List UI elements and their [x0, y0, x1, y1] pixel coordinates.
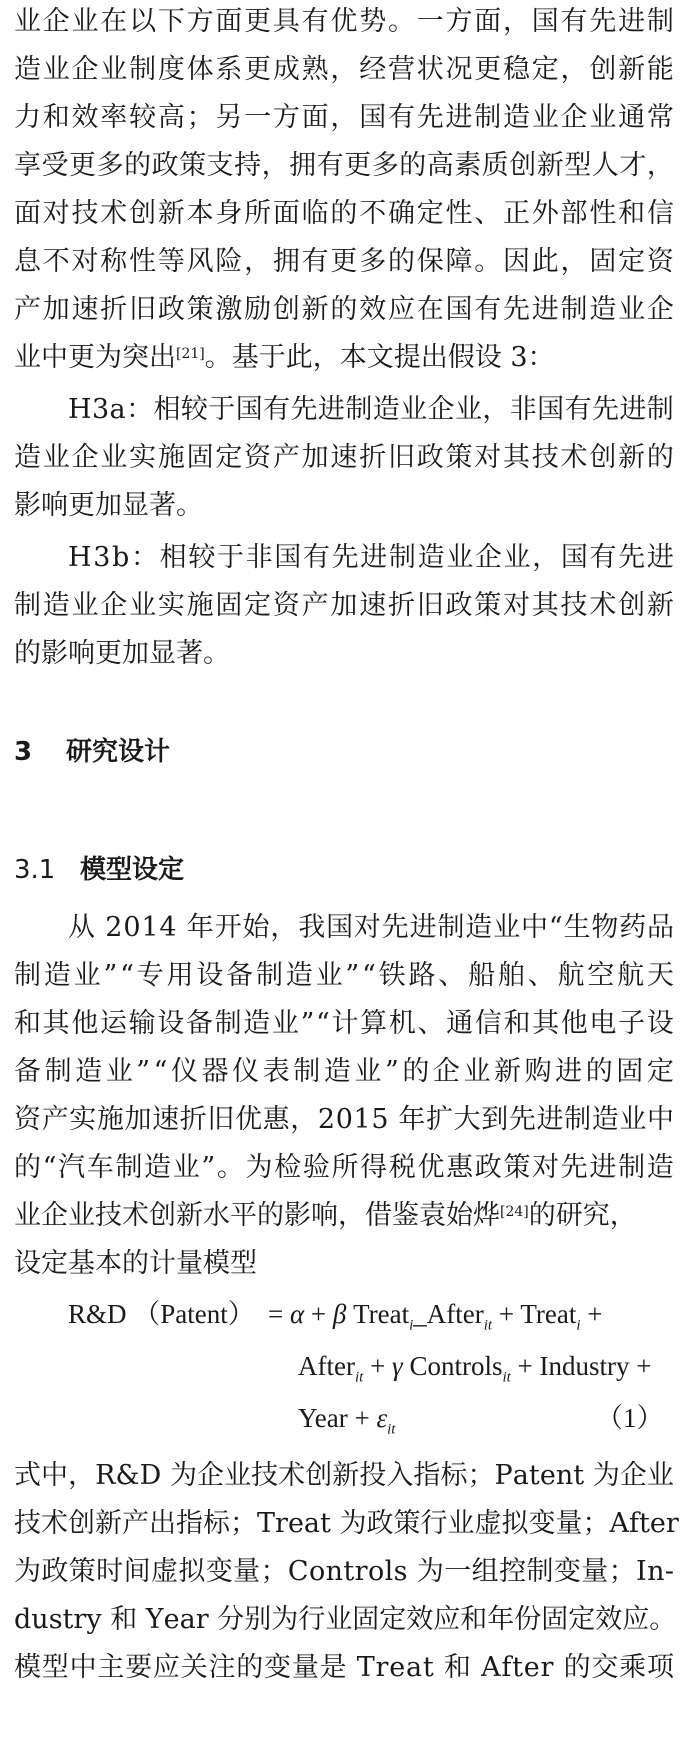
- section-heading: [14, 734, 170, 770]
- text-fragment: 业企业技术创新水平的影响，借鉴袁始烨: [14, 1200, 500, 1231]
- text-fragment: 。基于此，本文提出假设 3：: [204, 342, 555, 373]
- citation-ref: [21]: [176, 346, 205, 362]
- text-line: 的影响更加显著。: [14, 638, 230, 669]
- text-line: 面 对 技 术 创 新 本 身 所 面 临 的 不 确 定 性 、 正 外 部 性 和 信: [14, 198, 674, 229]
- text-line: [14, 1198, 674, 1234]
- section-number: 3: [14, 737, 33, 767]
- epsilon-symbol: ε: [376, 1403, 388, 1433]
- text-line: 和 其 他 运 输 设 备 制 造 业 ” “ 计 算 机 、 通 信 和 其 他 电 子 设: [14, 1008, 674, 1039]
- text-line: 力 和 效 率 较 高 ； 另 一 方 面 ， 国 有 先 进 制 造 业 企 业 通 常: [14, 102, 674, 133]
- text-line: 技 术 创 新 产 出 指 标 ； T r e a t 为 政 策 行 业 虚 拟 变 量 ； A f t e r: [14, 1508, 679, 1539]
- text-line: 造 业 企 业 实 施 固 定 资 产 加 速 折 旧 政 策 对 其 技 术 创 新 的: [14, 442, 674, 473]
- hypothesis-h3a-line: H 3 a ： 相 较 于 国 有 先 进 制 造 业 企 业 ， 非 国 有 先 进 制: [68, 394, 674, 425]
- text-line: 为 政 策 时 间 虚 拟 变 量 ； C o n t r o l s 为 一 组 控 制 变 量 ； I n -: [14, 1556, 674, 1587]
- gamma-symbol: γ: [392, 1351, 403, 1381]
- text-line: 资 产 实 施 加 速 折 旧 优 惠 ， 2 0 1 5 年 扩 大 到 先 进 制 造 业 中: [14, 1104, 674, 1135]
- hypothesis-h3b-line: H 3 b ： 相 较 于 非 国 有 先 进 制 造 业 企 业 ， 国 有 先 进: [68, 542, 674, 573]
- equation-number: （1）: [596, 1403, 664, 1433]
- text-line: 息 不 对 称 性 等 风 险 ， 拥 有 更 多 的 保 障 。 因 此 ， 固 定 资: [14, 246, 674, 277]
- alpha-symbol: α: [289, 1299, 305, 1329]
- text-line: [14, 340, 674, 376]
- text-line: 式 中 ， R & D 为 企 业 技 术 创 新 投 入 指 标 ； P a t e n t 为 企 业: [14, 1460, 674, 1491]
- text-line: 的 “ 汽 车 制 造 业 ” 。 为 检 验 所 得 税 优 惠 政 策 对 先 进 制 造: [14, 1152, 674, 1183]
- equation-line-1: = α + β Treat$_i$_After$_{it}$ + Treat$_i$ +: [268, 1299, 603, 1334]
- text-line: 业 企 业 在 以 下 方 面 更 具 有 优 势 。 一 方 面 ， 国 有 先 进 制: [14, 6, 674, 37]
- text-line: 造 业 企 业 制 度 体 系 更 成 熟 ， 经 营 状 况 更 稳 定 ， 创 新 能: [14, 54, 674, 85]
- text-line: 产 加 速 折 旧 政 策 激 励 创 新 的 效 应 在 国 有 先 进 制 造 业 企: [14, 294, 674, 325]
- text-line: 从 2 0 1 4 年 开 始 ， 我 国 对 先 进 制 造 业 中 “ 生 物 药 品: [68, 912, 674, 943]
- subsection-number: 3.1: [14, 855, 56, 885]
- citation-ref: [24]: [500, 1204, 529, 1220]
- text-fragment: 的研究，: [528, 1200, 637, 1231]
- text-fragment: 业中更为突出: [14, 342, 176, 373]
- text-line: 制 造 业 企 业 实 施 固 定 资 产 加 速 折 旧 政 策 对 其 技 术 创 新: [14, 590, 674, 621]
- subsection-heading: [14, 852, 184, 888]
- text-line: 影响更加显著。: [14, 490, 203, 521]
- text-line: 模 型 中 主 要 应 关 注 的 变 量 是 T r e a t 和 A f t e r 的 交 乘 项: [14, 1652, 674, 1683]
- text-line: d u s t r y 和 Y e a r 分 别 为 行 业 固 定 效 应 和 年 份 固 定 效 应 。: [14, 1604, 677, 1635]
- equation-line-3: Year + $\varepsilon_{it}$: [298, 1403, 396, 1438]
- text-line: 制 造 业 ” “ 专 用 设 备 制 造 业 ” “ 铁 路 、 船 舶 、 航 空 航 天: [14, 960, 674, 991]
- section-title: 研究设计: [66, 737, 171, 767]
- equation-lhs: R&D （Patent）: [68, 1299, 255, 1329]
- text-line: 享 受 更 多 的 政 策 支 持 ， 拥 有 更 多 的 高 素 质 创 新 型 人 才 ，: [14, 150, 674, 181]
- text-line: 设定基本的计量模型: [14, 1248, 257, 1279]
- beta-symbol: β: [332, 1299, 347, 1329]
- equation-line-2: After$_{it}$ + γ Controls$_{it}$ + Industry +: [298, 1351, 652, 1386]
- subsection-title: 模型设定: [80, 855, 185, 885]
- text-line: 备 制 造 业 ” “ 仪 器 仪 表 制 造 业 ” 的 企 业 新 购 进 的 固 定: [14, 1056, 674, 1087]
